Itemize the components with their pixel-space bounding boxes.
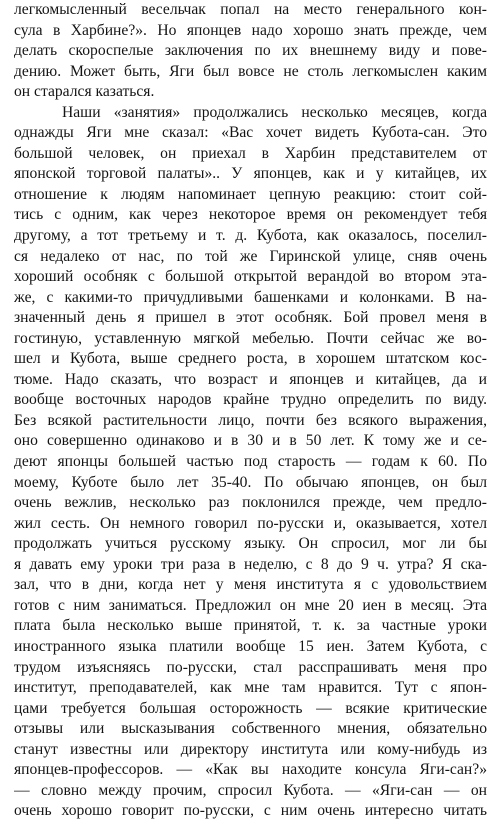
text-line: гостиную, уставленную мягкой мебелью. Почти сейчас же во-: [14, 329, 487, 347]
text-line: делать скороспелые заключения по их внешнему виду и пове-: [14, 42, 487, 60]
text-line: трудом изъясняясь по-русски, стал расспрашивать меня про: [14, 658, 487, 676]
text-line: оно совершенно одинаково и в 30 и в 50 лет. К тому же и се-: [14, 432, 487, 450]
text-line: деют японцы большей частью под старость — годам к 60. По: [14, 453, 487, 471]
text-line: готов с ним заниматься. Предложил он мне 20 иен в месяц. Эта: [14, 596, 487, 614]
text-line: сула в Харбине?». Но японцев надо хорошо знать прежде, чем: [14, 21, 487, 39]
text-line: — словно между прочим, спросил Кубота. — «Яги-сан — он: [14, 781, 487, 799]
document-body: [14, 0, 487, 822]
text-line: цами требуется большая осторожность — всякие критические: [14, 699, 487, 717]
text-line: тись с одним, как через некоторое время он рекомендует тебя: [14, 206, 487, 224]
text-line: иностранного языка платили вообще 15 иен. Затем Кубота, с: [14, 637, 487, 655]
text-line: японской торговой палаты».. У японцев, как и у китайцев, их: [14, 165, 487, 183]
text-line: очень хорошо говорит по-русски, с ним очень интересно читать: [14, 802, 487, 820]
text-line: вообще восточных народов крайне трудно определить по виду.: [14, 391, 487, 409]
text-line: моему, Куботе было лет 35-40. По обычаю японцев, он был: [14, 473, 487, 491]
text-line: отношение к людям напоминает цепную реакцию: стоит сой-: [14, 185, 487, 203]
text-line: институт, преподавателей, как мне там нравится. Тут с япон-: [14, 679, 487, 697]
text-line: тюме. Надо сказать, что возраст и японцев и китайцев, да и: [14, 370, 487, 388]
text-line: жил сесть. Он немного говорил по-русски и, оказывается, хотел: [14, 514, 487, 532]
text-line: дению. Может быть, Яги был вовсе не столь легкомыслен каким: [14, 62, 487, 80]
text-line: я давать ему уроки три раза в неделю, с 8 до 9 ч. утра? Я ска-: [14, 555, 487, 573]
text-line: станут известны или директору института или кому-нибудь из: [14, 740, 487, 758]
text-line: хороший особняк с большой открытой верандой во втором эта-: [14, 268, 487, 286]
text-line: японцев-профессоров. — «Как вы находите консула Яги-сан?»: [14, 761, 487, 779]
text-line: он старался казаться.: [14, 83, 155, 101]
text-line: очень вежлив, несколько раз поклонился прежде, чем предло-: [14, 494, 487, 512]
text-line: однажды Яги мне сказал: «Вас хочет видеть Кубота-сан. Это: [14, 124, 487, 142]
text-line: зал, что в дни, когда нет у меня института я с удовольствием: [14, 576, 487, 594]
text-line: продолжать учиться русскому языку. Он спросил, мог ли бы: [14, 535, 487, 553]
text-line: же, с какими-то причудливыми башенками и колонками. В на-: [14, 288, 487, 306]
text-line: легкомысленный весельчак попал на место генерального кон-: [14, 1, 487, 18]
text-line: ся недалеко от нас, по той же Гиринской улице, сняв очень: [14, 247, 487, 265]
text-line: шел и Кубота, выше среднего роста, в хорошем штатском кос-: [14, 350, 487, 368]
text-line: Наши «занятия» продолжались несколько месяцев, когда: [62, 103, 487, 121]
text-line: Без всякой растительности лицо, почти без всякого выражения,: [14, 411, 487, 429]
text-line: отзывы или высказывания собственного мнения, обязательно: [14, 720, 487, 738]
text-line: плата была несколько выше принятой, т. к. за частные уроки: [14, 617, 487, 635]
text-line: значенный день я пришел в этот особняк. Бой провел меня в: [14, 309, 487, 327]
text-line: другому, а тот третьему и т. д. Кубота, как оказалось, поселил-: [14, 227, 487, 245]
text-line: большой человек, он приехал в Харбин представителем от: [14, 144, 487, 162]
